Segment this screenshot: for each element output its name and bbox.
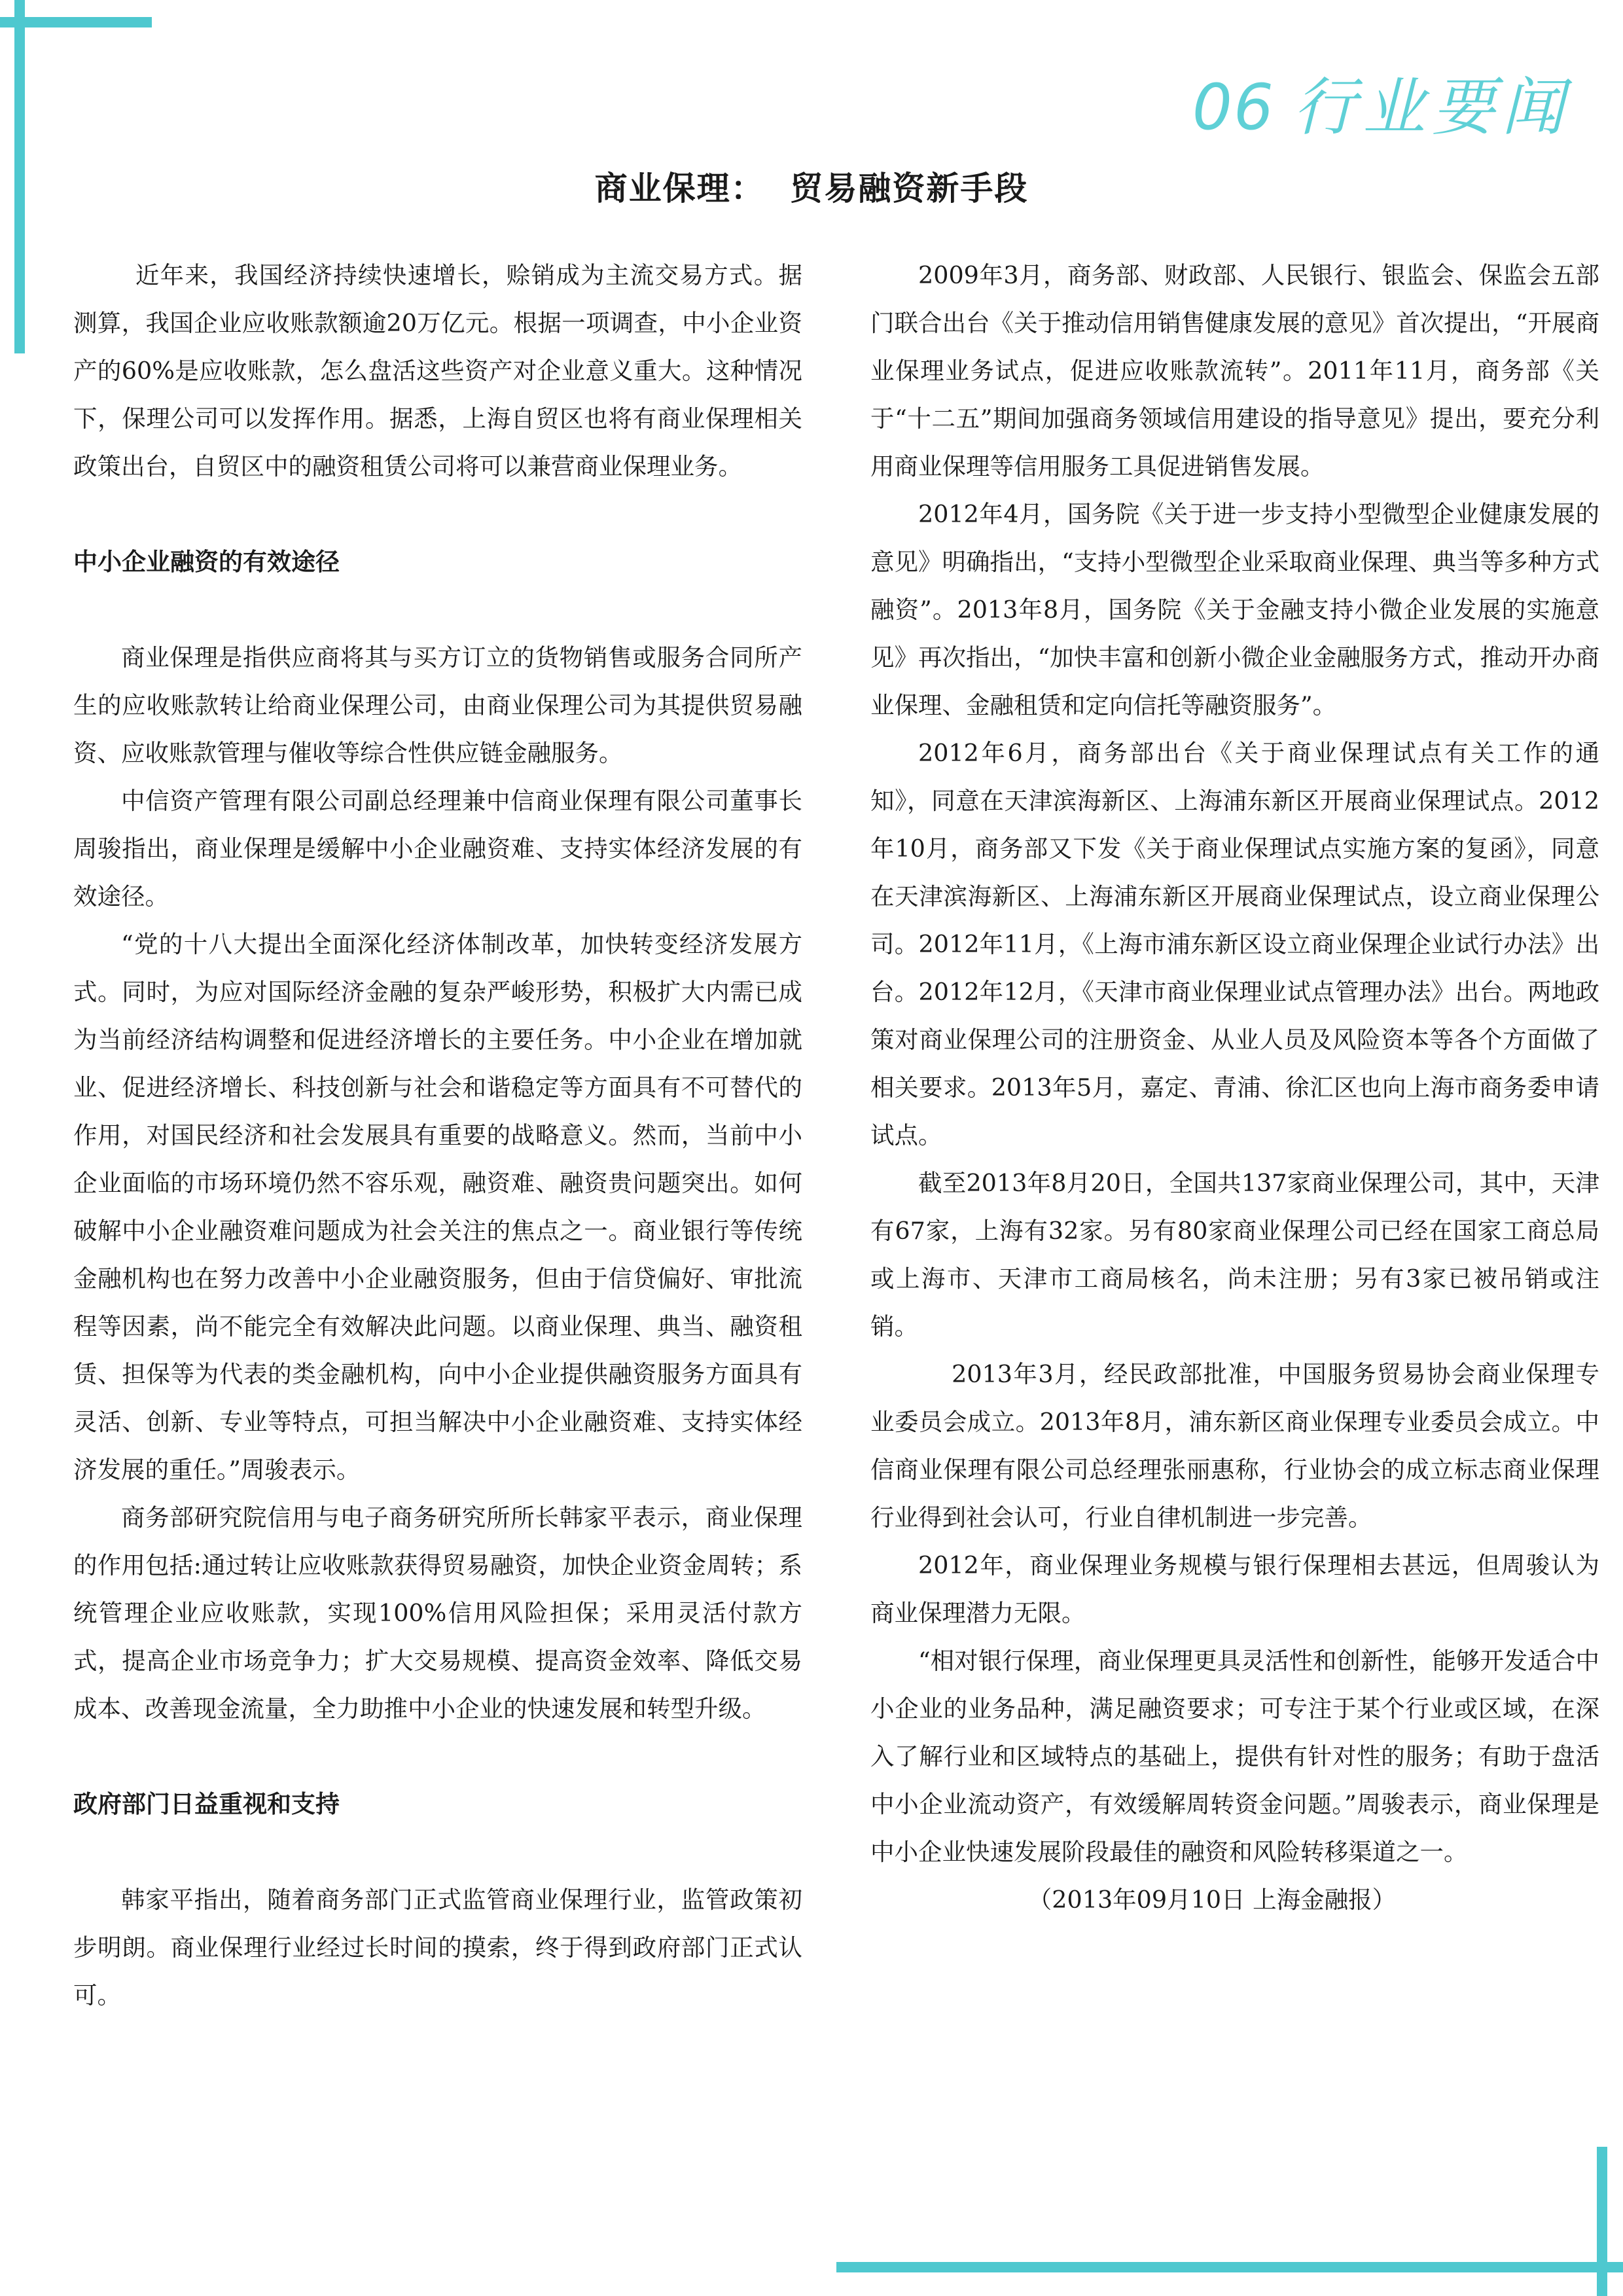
paragraph: 商业保理是指供应商将其与买方订立的货物销售或服务合同所产生的应收账款转让给商业保理公司，由商业保理公司为其提供贸易融资、应收账款管理与催收等综合性供应链金融服务。 [73,643,802,767]
paragraph: 韩家平指出，随着商务部门正式监管商业保理行业，监管政策初步明朗。商业保理行业经过长时间的摸索，终于得到政府部门正式认可。 [73,1886,802,2009]
article-title: 商业保理： 贸易融资新手段 [594,170,1029,207]
paragraph: 2013年3月，经民政部批准，中国服务贸易协会商业保理专业委员会成立。2013年8月，浦东新区商业保理专业委员会成立。中信商业保理有限公司总经理张丽惠称，行业协会的成立标志商业保理行业得到社会认可，行业自律机制进一步完善。 [870,1360,1599,1532]
section-number: 06 [1192,71,1275,144]
paragraph: “相对银行保理，商业保理更具灵活性和创新性，能够开发适合中小企业的业务品种，满足融资要求；可专注于某个行业或区域，在深入了解行业和区域特点的基础上，提供有针对性的服务；有助于盘活中小企业流动资产，有效缓解周转资金问题。”周骏表示，商业保理是中小企业快速发展阶段最佳的融资和风险转移渠道之一。 [870,1647,1599,1866]
decorative-bar-bottom-right-horizontal [836,2262,1623,2272]
section-name: 行业要闻 [1293,71,1571,144]
decorative-bar-bottom-right-vertical [1597,2147,1607,2296]
section-heading: 中小企业融资的有效途径 [73,548,340,576]
spacer [73,1828,802,1876]
paragraph: 截至2013年8月20日，全国共137家商业保理公司，其中，天津有67家，上海有32家。另有80家商业保理公司已经在国家工商总局或上海市、天津市工商局核名，尚未注册；另有3家已被吊销或注销。 [870,1169,1599,1340]
paragraph: 2012年，商业保理业务规模与银行保理相去甚远，但周骏认为商业保理潜力无限。 [870,1551,1599,1627]
spacer [73,490,802,538]
article-right-column [870,251,1599,1924]
paragraph: 2012年4月，国务院《关于进一步支持小型微型企业健康发展的意见》明确指出，“支持小型微型企业采取商业保理、典当等多种方式融资”。2013年8月，国务院《关于金融支持小微企业发展的实施意见》再次指出，“加快丰富和创新小微企业金融服务方式，推动开办商业保理、金融租赁和定向信托等融资服务”。 [870,500,1599,719]
article-left-column [73,251,802,2019]
paragraph: 2012年6月，商务部出台《关于商业保理试点有关工作的通知》，同意在天津滨海新区、上海浦东新区开展商业保理试点。2012年10月，商务部又下发《关于商业保理试点实施方案的复函》，同意在天津滨海新区、上海浦东新区开展商业保理试点，设立商业保理公司。2012年11月，《上海市浦东新区设立商业保理企业试行办法》出台。2012年12月，《天津市商业保理业试点管理办法》出台。两地政策对商业保理公司的注册资金、从业人员及风险资本等各个方面做了相关要求。2013年5月，嘉定、青浦、徐汇区也向上海市商务委申请试点。 [870,739,1599,1149]
spacer [73,586,802,634]
paragraph: “党的十八大提出全面深化经济体制改革，加快转变经济发展方式。同时，为应对国际经济金融的复杂严峻形势，积极扩大内需已成为当前经济结构调整和促进经济增长的主要任务。中小企业在增加就业、促进经济增长、科技创新与社会和谐稳定等方面具有不可替代的作用，对国民经济和社会发展具有重要的战略意义。然而，当前中小企业面临的市场环境仍然不容乐观，融资难、融资贵问题突出。如何破解中小企业融资难问题成为社会关注的焦点之一。商业银行等传统金融机构也在努力改善中小企业融资服务，但由于信贷偏好、审批流程等因素，尚不能完全有效解决此问题。以商业保理、典当、融资租赁、担保等为代表的类金融机构，向中小企业提供融资服务方面具有灵活、创新、专业等特点，可担当解决中小企业融资难、支持实体经济发展的重任。”周骏表示。 [73,930,802,1484]
paragraph: 2009年3月，商务部、财政部、人民银行、银监会、保监会五部门联合出台《关于推动信用销售健康发展的意见》首次提出，“开展商业保理业务试点，促进应收账款流转”。2011年11月，商务部《关于“十二五”期间加强商务领域信用建设的指导意见》提出，要充分利用商业保理等信用服务工具促进销售发展。 [870,261,1599,480]
spacer [73,1732,802,1780]
section-heading: 政府部门日益重视和支持 [73,1790,340,1818]
paragraph: 商务部研究院信用与电子商务研究所所长韩家平表示，商业保理的作用包括:通过转让应收账款获得贸易融资，加快企业资金周转；系统管理企业应收账款，实现100%信用风险担保；采用灵活付款方式，提高企业市场竞争力；扩大交易规模、提高资金效率、降低交易成本、改善现金流量，全力助推中小企业的快速发展和转型升级。 [73,1503,802,1723]
paragraph: 近年来，我国经济持续快速增长，赊销成为主流交易方式。据测算，我国企业应收账款额逾20万亿元。根据一项调查，中小企业资产的60%是应收账款，怎么盘活这些资产对企业意义重大。这种情况下，保理公司可以发挥作用。据悉，上海自贸区也将有商业保理相关政策出台，自贸区中的融资租赁公司将可以兼营商业保理业务。 [73,261,802,480]
section-header [1192,58,1571,143]
article-source: （2013年09月10日 上海金融报） [1027,1886,1397,1914]
paragraph: 中信资产管理有限公司副总经理兼中信商业保理有限公司董事长周骏指出，商业保理是缓解中小企业融资难、支持实体经济发展的有效途径。 [73,787,802,910]
